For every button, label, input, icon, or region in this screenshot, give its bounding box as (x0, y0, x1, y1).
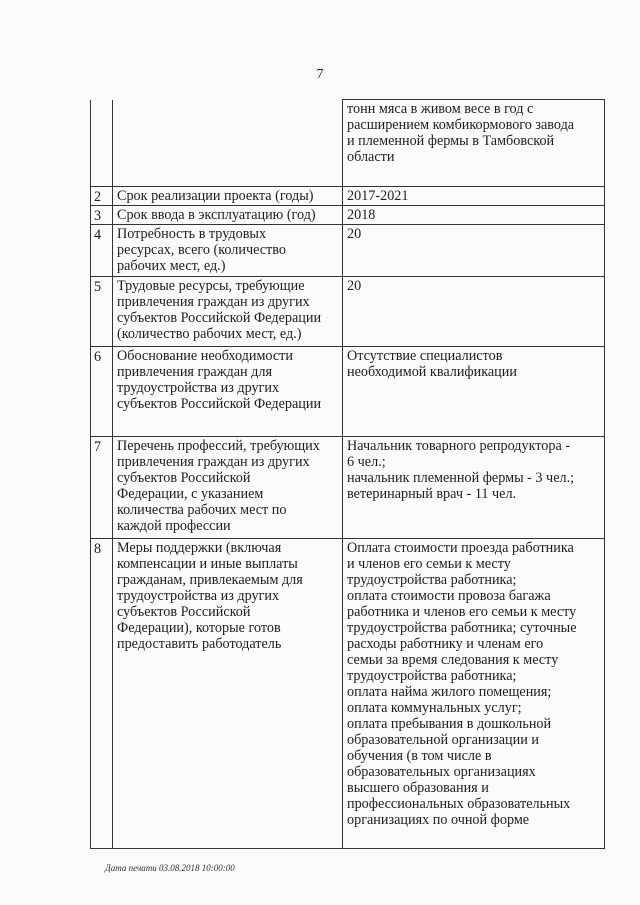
row-number (91, 100, 113, 187)
row-value: Начальник товарного репродуктора - 6 чел.; начальник племенной фермы - 3 чел.; ветеринарный врач - 11 чел. (343, 437, 605, 539)
row-value: Отсутствие специалистов необходимой квалификации (343, 347, 605, 437)
row-label: Трудовые ресурсы, требующие привлечения граждан из других субъектов Российской Федерации (количество рабочих мест, ед.) (113, 277, 343, 347)
row-label: Срок ввода в эксплуатацию (год) (113, 206, 343, 225)
row-number: 2 (91, 187, 113, 206)
row-value: 20 (343, 277, 605, 347)
table-row (91, 206, 605, 225)
row-label (113, 100, 343, 187)
row-label: Меры поддержки (включая компенсации и иные выплаты гражданам, привлекаемым для трудоустройства из других субъектов Российской Федерации), которые готов предоставить работодатель (113, 539, 343, 849)
table-row (91, 539, 605, 849)
project-info-table (90, 99, 605, 849)
row-value: Оплата стоимости проезда работника и членов его семьи к месту трудоустройства работника; оплата стоимости провоза багажа работника и членов его семьи к месту трудоустройства работника; суточные расходы работнику и членам его семьи за время следования к месту трудоустройства работника; оплата найма жилого помещения; оплата коммунальных услуг; оплата пребывания в дошкольной образовательной организации и обучения (в том числе в образовательных организациях высшего образования и профессиональных образовательных организациях по очной форме (343, 539, 605, 849)
table-row (91, 277, 605, 347)
print-date-footer: Дата печати 03.08.2018 10:00:00 (105, 863, 235, 873)
table-row (91, 187, 605, 206)
row-number: 7 (91, 437, 113, 539)
row-number: 8 (91, 539, 113, 849)
row-number: 4 (91, 225, 113, 277)
row-label: Потребность в трудовых ресурсах, всего (количество рабочих мест, ед.) (113, 225, 343, 277)
row-number: 5 (91, 277, 113, 347)
row-label: Срок реализации проекта (годы) (113, 187, 343, 206)
table-row (91, 100, 605, 187)
table-row (91, 225, 605, 277)
row-value: тонн мяса в живом весе в год с расширением комбикормового завода и племенной фермы в Тамбовской области (343, 100, 605, 187)
row-label: Обоснование необходимости привлечения граждан для трудоустройства из других субъектов Российской Федерации (113, 347, 343, 437)
table-row (91, 437, 605, 539)
row-label: Перечень профессий, требующих привлечения граждан из других субъектов Российской Федерации, с указанием количества рабочих мест по каждой профессии (113, 437, 343, 539)
table-row (91, 347, 605, 437)
row-value: 20 (343, 225, 605, 277)
row-value: 2018 (343, 206, 605, 225)
row-value: 2017-2021 (343, 187, 605, 206)
page-number: 7 (316, 67, 324, 82)
row-number: 6 (91, 347, 113, 437)
row-number: 3 (91, 206, 113, 225)
